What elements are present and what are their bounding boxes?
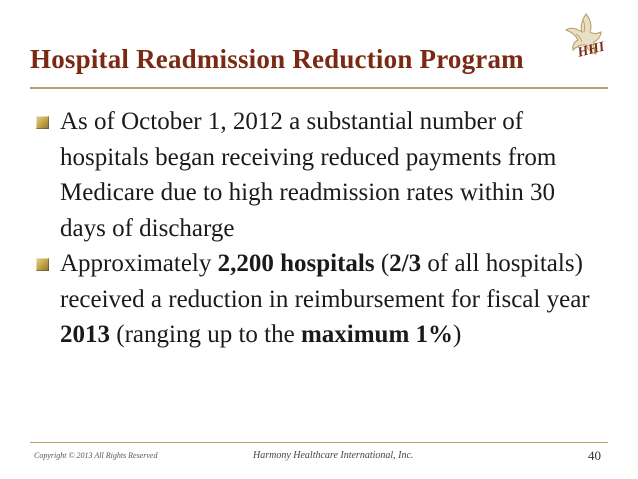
- bullet-item: [36, 104, 596, 246]
- bullet-text-run: ): [453, 321, 462, 348]
- bullet-text-emphasis: maximum 1%: [300, 321, 454, 348]
- bullet-text-emphasis: 2013: [60, 321, 110, 348]
- bullet-text-emphasis: 2,200 hospitals: [217, 250, 375, 277]
- bullet-square-icon: [36, 116, 49, 129]
- footer-copyright: Copyright © 2013 All Rights Reserved: [34, 451, 158, 460]
- bullet-square-icon: [36, 258, 49, 271]
- logo-text: HHI: [576, 39, 607, 61]
- footer-company: Harmony Healthcare International, Inc.: [253, 450, 414, 461]
- bullet-text: [60, 246, 596, 353]
- page-number: 40: [588, 448, 601, 463]
- bullet-text-run: Approximately: [60, 250, 218, 277]
- title-divider: [30, 87, 608, 89]
- footer-divider: [30, 442, 608, 443]
- bullet-text-run: of all hospitals) received a reduction in reimbursement for fiscal year: [60, 250, 590, 313]
- bullet-text-run: (ranging up to the: [110, 321, 301, 348]
- bullet-text-run: As of October 1, 2012 a substantial number of hospitals began receiving reduced payments from Medicare due to high readmission rates within 30 days of discharge: [60, 108, 557, 242]
- bullet-item: [36, 246, 596, 353]
- bullet-text: [60, 104, 596, 246]
- slide-title: Hospital Readmission Reduction Program: [30, 44, 524, 74]
- dove-logo-icon: [556, 8, 620, 72]
- bullet-text-emphasis: 2/3: [389, 250, 422, 277]
- bullet-list: [36, 104, 596, 353]
- bullet-text-run: (: [374, 250, 390, 277]
